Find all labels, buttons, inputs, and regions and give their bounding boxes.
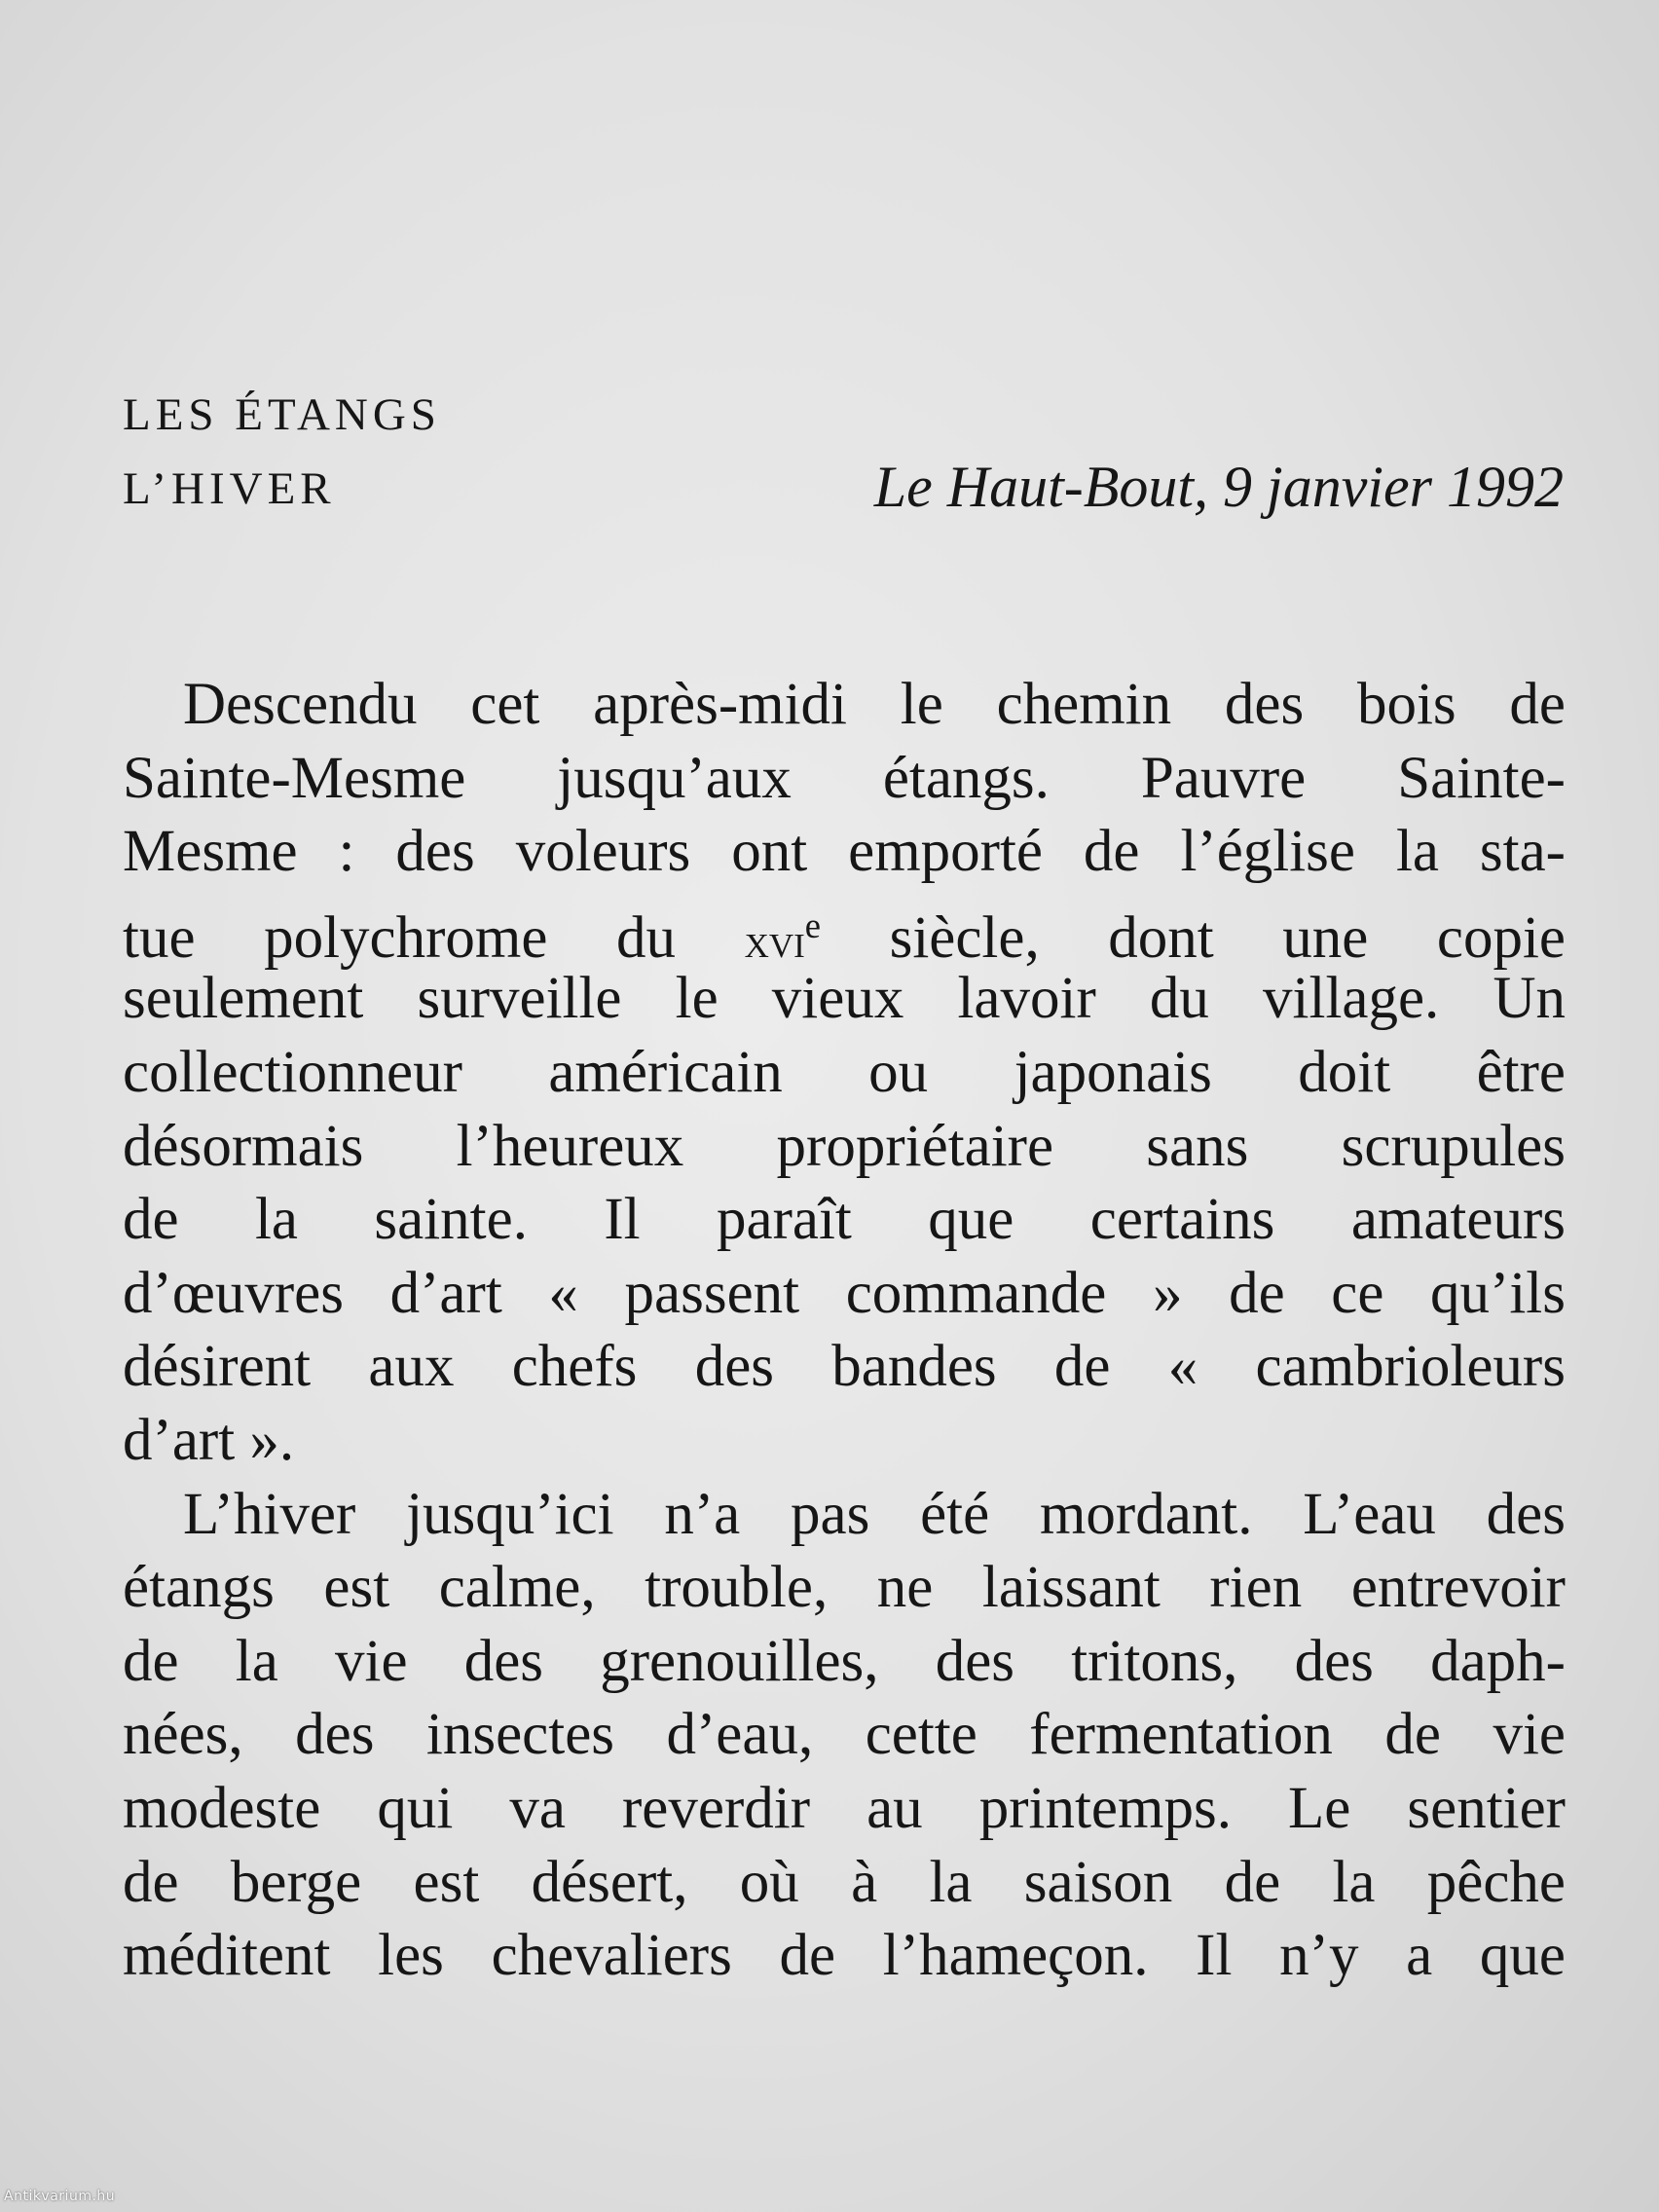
text-line: désormais l’heureux propriétaire sans scrupules <box>123 1113 1566 1179</box>
text-line: modeste qui va reverdir au printemps. Le sentier <box>123 1775 1566 1841</box>
body-text <box>123 668 1566 1993</box>
text-line: d’œuvres d’art « passent commande » de ce qu’ils <box>123 1260 1566 1326</box>
text-line: Sainte-Mesme jusqu’aux étangs. Pauvre Sainte- <box>123 745 1566 811</box>
dateline: Le Haut-Bout, 9 janvier 1992 <box>873 455 1564 519</box>
century-numeral: xvi <box>744 912 805 968</box>
section-title <box>123 378 441 526</box>
paragraph-1 <box>123 668 1566 1478</box>
paragraph-2 <box>123 1478 1566 1993</box>
text-line: collectionneur américain ou japonais doit être <box>123 1039 1566 1105</box>
text-line: Descendu cet après-midi le chemin des bois de <box>183 672 1566 737</box>
text-segment: siècle, dont une copie <box>889 904 1566 971</box>
text-line: de la vie des grenouilles, des tritons, des daph- <box>123 1628 1566 1694</box>
text-line: désirent aux chefs des bandes de « cambrioleurs <box>123 1334 1566 1400</box>
entry-header <box>123 378 1564 534</box>
text-line: de berge est désert, où à la saison de la pêche <box>123 1849 1566 1915</box>
text-segment: tue polychrome du <box>123 904 676 971</box>
text-line: seulement surveille le vieux lavoir du village. Un <box>123 966 1566 1032</box>
text-line: d’art ». <box>123 1407 295 1473</box>
watermark: Antikvarium.hu <box>4 2189 116 2204</box>
century-superscript: e <box>804 904 822 945</box>
text-line-century <box>123 889 1566 971</box>
text-line: nées, des insectes d’eau, cette fermentation de vie <box>123 1702 1566 1768</box>
text-line: Mesme : des voleurs ont emporté de l’église la sta- <box>123 819 1566 885</box>
section-title-line-2: L’HIVER <box>123 463 336 514</box>
text-line: de la sainte. Il paraît que certains amateurs <box>123 1187 1566 1253</box>
section-title-line-1: LES ÉTANGS <box>123 389 441 440</box>
text-line: étangs est calme, trouble, ne laissant rien entrevoir <box>123 1555 1566 1621</box>
text-line: L’hiver jusqu’ici n’a pas été mordant. L’eau des <box>183 1481 1566 1547</box>
text-line: méditent les chevaliers de l’hameçon. Il n’y a que <box>123 1923 1566 1989</box>
show-through-text <box>146 0 1558 70</box>
